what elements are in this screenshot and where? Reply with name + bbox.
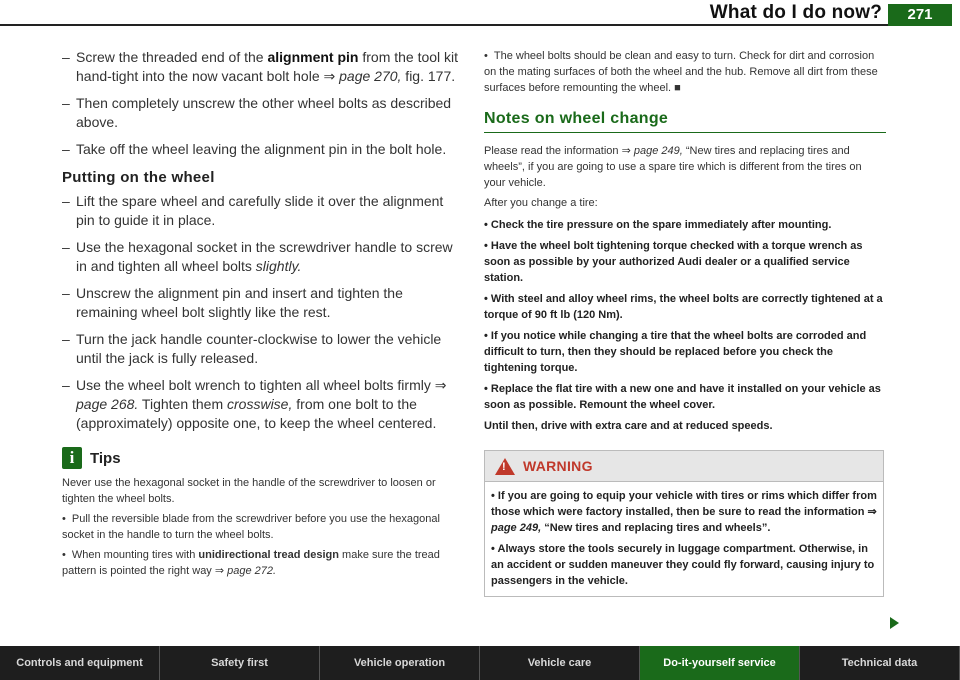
right-column: [484, 48, 886, 597]
warning-body: [485, 482, 883, 596]
warning-title: WARNING: [523, 458, 593, 474]
step-screw-in-bolts: – Use the hexagonal socket in the screwdriver handle to screw in and tighten all wheel bolts slightly.: [62, 238, 462, 276]
checklist-item: • With steel and alloy wheel rims, the wheel bolts are correctly tightened at a torque of 90 ft lb (120 Nm).: [484, 293, 883, 321]
checklist-item: • If you notice while changing a tire that the wheel bolts are corroded and difficult to turn, then they should be replaced before you check the tightening torque.: [484, 330, 867, 374]
step-lower-vehicle: – Turn the jack handle counter-clockwise to lower the vehicle until the jack is fully released.: [62, 330, 462, 368]
tab-controls-and-equipment[interactable]: Controls and equipment: [0, 646, 160, 680]
info-icon: i: [62, 447, 82, 469]
subheading-putting-on-wheel: Putting on the wheel: [62, 169, 215, 186]
tab-vehicle-care[interactable]: Vehicle care: [480, 646, 640, 680]
step-screw-alignment-pin: – Screw the threaded end of the alignment pin from the tool kit hand-tight into the now vacant bolt hole ⇒ page 270, fig. 177.: [62, 48, 462, 86]
tip-item: • Pull the reversible blade from the screwdriver before you use the hexagonal socket in the handle to turn the wheel bolts.: [62, 513, 440, 541]
page-reference[interactable]: page 270,: [339, 68, 402, 84]
page-title: What do I do now?: [709, 2, 882, 23]
section-title: Notes on wheel change: [484, 110, 886, 133]
step-unscrew-bolts: – Then completely unscrew the other wheel bolts as described above.: [62, 94, 462, 132]
page-reference[interactable]: page 272.: [227, 565, 277, 577]
page-reference[interactable]: page 268.: [76, 396, 139, 412]
read-paragraph: Please read the information ⇒ page 249, “New tires and replacing tires and wheels”, if you are going to use a spare tire which is different from the tires on your vehicle.: [484, 145, 862, 189]
step-take-off-wheel: – Take off the wheel leaving the alignment pin in the bolt hole.: [62, 140, 462, 159]
step-lift-spare: – Lift the spare wheel and carefully slide it over the alignment pin to guide it in place.: [62, 192, 462, 230]
tip-item: • When mounting tires with unidirectional tread design make sure the tread pattern is pointed the right way ⇒ page 272.: [62, 549, 440, 577]
checklist-item: • Check the tire pressure on the spare immediately after mounting.: [484, 219, 832, 231]
intro-paragraph: • The wheel bolts should be clean and easy to turn. Check for dirt and corrosion on the mating surfaces of both the wheel and the hub. Remove all dirt from these surfaces before remounting the wheel. ■: [484, 50, 878, 94]
tab-safety-first[interactable]: Safety first: [160, 646, 320, 680]
warning-item: • If you are going to equip your vehicle with tires or rims which differ from those which were factory installed, then be sure to read the information ⇒ page 249, “New tires and replacing tires and wheels”.: [491, 490, 877, 534]
step-tighten-firmly: – Use the wheel bolt wrench to tighten all wheel bolts firmly ⇒ page 268. Tighten them crosswise, from one bolt to the (approximately) opposite one, to keep the wheel centered.: [62, 376, 462, 433]
tab-vehicle-operation[interactable]: Vehicle operation: [320, 646, 480, 680]
page-reference[interactable]: page 249,: [633, 145, 683, 157]
warning-triangle-icon: !: [495, 458, 515, 475]
tips-title: Tips: [90, 449, 121, 467]
warning-header: [485, 451, 883, 482]
page-reference[interactable]: page 249,: [491, 522, 542, 534]
warning-item: • Always store the tools securely in luggage compartment. Otherwise, in an accident or sudden maneuver they could fly forward, causing injury to passengers in the vehicle.: [491, 543, 875, 587]
step-unscrew-pin: – Unscrew the alignment pin and insert and tighten the remaining wheel bolt slightly like the rest.: [62, 284, 462, 322]
tip-paragraph: Never use the hexagonal socket in the handle of the screwdriver to loosen or tighten the wheel bolts.: [62, 477, 436, 505]
continue-arrow-icon: [890, 617, 899, 629]
left-column: [62, 48, 462, 583]
header-rule: [0, 24, 918, 26]
checklist-item: • Replace the flat tire with a new one and have it installed on your vehicle as soon as possible. Remount the wheel cover.: [484, 383, 881, 411]
tab-do-it-yourself-service[interactable]: Do-it-yourself service: [640, 646, 800, 680]
page-number: 271: [888, 4, 952, 26]
warning-box: [484, 450, 884, 597]
chapter-nav: [0, 646, 960, 680]
tab-technical-data[interactable]: Technical data: [800, 646, 960, 680]
until-then-note: Until then, drive with extra care and at reduced speeds.: [484, 420, 773, 432]
after-change-label: After you change a tire:: [484, 197, 598, 209]
tips-header: [62, 447, 462, 469]
checklist-item: • Have the wheel bolt tightening torque checked with a torque wrench as soon as possible by your authorized Audi dealer or a qualified service station.: [484, 240, 863, 284]
